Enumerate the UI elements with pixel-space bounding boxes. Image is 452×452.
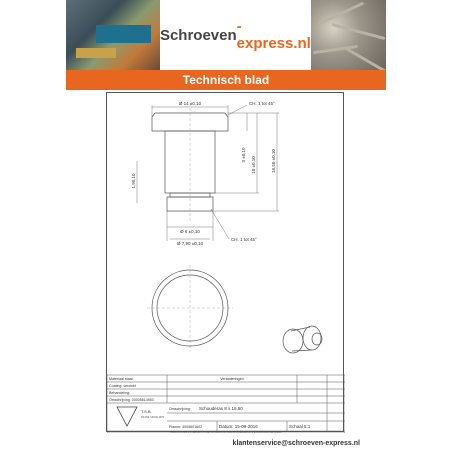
dim-shank-length: 10 ±0,10 [251,156,256,174]
revision-header: Veranderingen [220,377,244,381]
brand-logo[interactable] [160,0,311,70]
dim-total-length: 16,50 ±0,10 [271,149,276,173]
leader-chamfer-bottom [211,209,229,239]
brand-main: Schroeven [159,26,237,44]
footer-email[interactable]: klantenservice@schroeven-express.nl [232,440,360,447]
dim-groove-diameter: Ø 7,90 ±0,10 [177,241,203,246]
treatment-label: Behandeling: [109,391,130,395]
plan-label: Planne: 4005601602 [169,425,203,429]
dim-top-width: Ø 14 ±0,10 [178,101,202,106]
logo-subtext: TRADE SINCE 1975 [141,416,165,419]
date-label: Datum: 15-09-2016 [219,424,258,429]
header [66,0,386,70]
logo-triangle [117,407,137,426]
iso-tip [312,333,322,345]
header-photo-tools [66,0,160,70]
drawing-sheet [106,92,344,432]
disclaimer: Dit plan is en blijft ons eigendom en mag niet zonder onze toestemming gekopieerd of getoond worden aan derden. [170,431,282,433]
banner [66,70,386,90]
banner-title: Technisch blad [182,73,270,87]
coating-label: Coating: verzinkt [109,384,136,388]
dim-inner-diameter: Ø 6 ±0,10 [180,229,200,234]
technical-drawing [107,93,345,433]
material-label: Materiaal staal: [109,377,134,381]
scale-label: Schaal 5:1 [289,424,311,429]
header-photo-screws [311,0,386,70]
description-label: Omschrijving: [169,407,191,411]
dim-chamfer-bottom: CH. 1 tot 45° [231,237,257,242]
brand-accent: -express.nl [236,18,311,52]
iso-face [283,329,303,353]
dim-head-height: 3 ±0,10 [241,147,246,163]
dim-groove: 1,90,10 [131,173,136,189]
logo-text: T.S.B. [141,409,152,414]
leader-chamfer-top [228,105,247,115]
tsb-logo [117,407,165,426]
description-value: Schouderas 8 x 16,50 [199,406,243,411]
dim-chamfer-top: CH. 1 tot 45° [249,101,275,106]
article-code: Omschrijving: 00005614953 [109,398,154,402]
